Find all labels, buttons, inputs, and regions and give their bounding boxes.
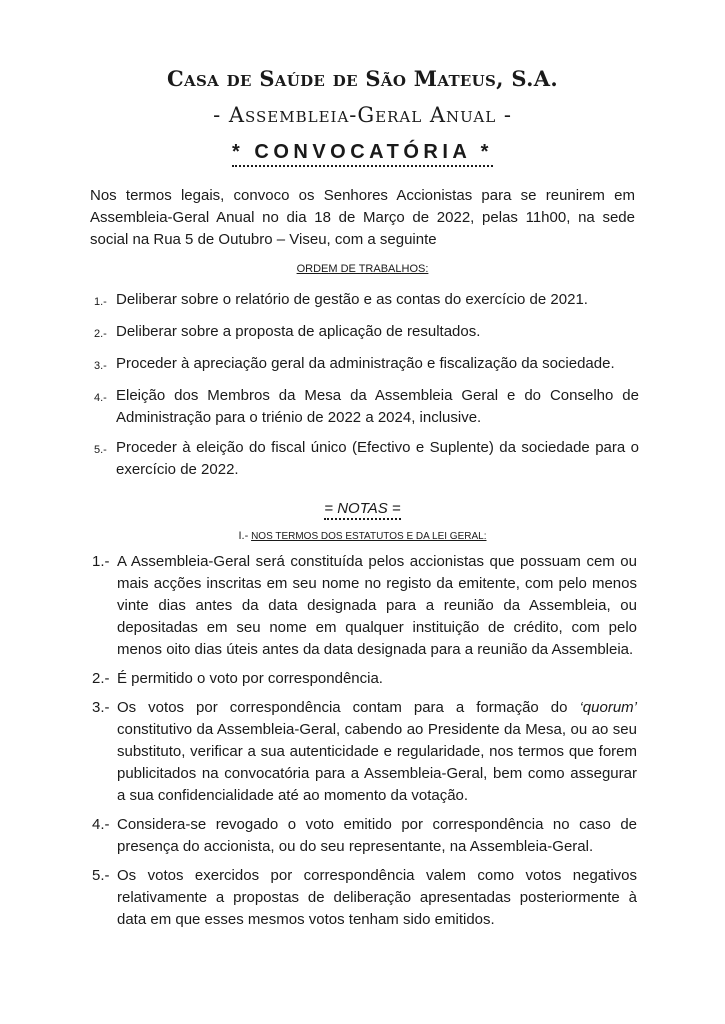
note-item-number: 5.-	[92, 867, 110, 884]
agenda-heading	[0, 263, 725, 275]
agenda-item-text: Proceder à eleição do fiscal único (Efectivo e Suplente) da sociedade para o exercício de 2022.	[116, 439, 639, 478]
intro-paragraph: Nos termos legais, convoco os Senhores Accionistas para se reunirem em Assembleia-Geral Anual no dia 18 de Março de 2022, pelas 11h00, na sede social na Rua 5 de Outubro – Viseu, com a seguinte	[90, 187, 635, 248]
note-item	[92, 865, 637, 931]
assembly-subtitle: - Assembleia-Geral Anual -	[213, 103, 512, 127]
agenda-item-number: 2.-	[94, 328, 107, 340]
agenda-item	[94, 289, 639, 313]
note-item-text: A Assembleia-Geral será constituída pelos accionistas que possuam cem ou mais acções inscritas em seu nome no registo da emitente, com pelo menos vinte dias antes da data designada para a reunião da Assembleia, ou depositadas em seu nome em qualquer instituição de crédito, com pelo menos oito dias úteis antes da data designada para a reunião da Assembleia.	[117, 553, 637, 658]
agenda-item-number: 5.-	[94, 444, 107, 456]
notes-section-label: NOS TERMOS DOS ESTATUTOS E DA LEI GERAL:	[251, 531, 487, 542]
company-title: Casa de Saúde de São Mateus, S.A.	[167, 66, 558, 91]
notes-section-number: I.-	[238, 530, 249, 542]
agenda-item-text: Proceder à apreciação geral da administração e fiscalização da sociedade.	[116, 355, 615, 372]
agenda-item-number: 1.-	[94, 296, 107, 308]
quorum-term: ‘quorum’	[579, 699, 637, 716]
note-text-part: Os votos por correspondência contam para a formação do	[117, 699, 580, 716]
note-item-text: É permitido o voto por correspondência.	[117, 670, 383, 687]
note-item	[92, 668, 637, 690]
notes-heading	[0, 500, 725, 517]
notes-section-heading	[0, 530, 725, 542]
convocatoria-text: * CONVOCATÓRIA *	[232, 141, 493, 167]
agenda-list	[94, 289, 639, 489]
note-item-text: Considera-se revogado o voto emitido por correspondência no caso de presença do accionista, ou do seu representante, na Assembleia-Geral.	[117, 816, 637, 855]
note-item	[92, 551, 637, 661]
agenda-item-text: Deliberar sobre o relatório de gestão e as contas do exercício de 2021.	[116, 291, 588, 308]
agenda-item	[94, 321, 639, 345]
notes-heading-text: = NOTAS =	[324, 500, 400, 520]
agenda-item-text: Eleição dos Membros da Mesa da Assembleia Geral e do Conselho de Administração para o triénio de 2022 a 2024, inclusive.	[116, 387, 639, 426]
note-item-number: 1.-	[92, 553, 110, 570]
agenda-item-number: 4.-	[94, 392, 107, 404]
agenda-item	[94, 385, 639, 429]
note-item	[92, 697, 637, 807]
agenda-heading-text: ORDEM DE TRABALHOS:	[296, 263, 429, 275]
agenda-item	[94, 437, 639, 481]
agenda-item	[94, 353, 639, 377]
note-item-number: 2.-	[92, 670, 110, 687]
note-text-part: constitutivo da Assembleia-Geral, cabendo ao Presidente da Mesa, ou ao seu substituto, verificar a sua autenticidade e regularidade, nos termos que forem publicitados na convocatória para a Assembleia-Geral, bem como assegurar a sua confidencialidade até ao momento da votação.	[117, 721, 637, 804]
agenda-item-number: 3.-	[94, 360, 107, 372]
note-item-number: 4.-	[92, 816, 110, 833]
agenda-item-text: Deliberar sobre a proposta de aplicação de resultados.	[116, 323, 481, 340]
note-item	[92, 814, 637, 858]
note-item-number: 3.-	[92, 699, 110, 716]
note-item-text	[117, 697, 637, 807]
convocatoria-heading	[0, 141, 725, 164]
notes-list	[92, 551, 637, 938]
note-item-text: Os votos exercidos por correspondência valem como votos negativos relativamente a propostas de deliberação apresentadas posteriormente à data em que esses mesmos votos tenham sido emitidos.	[117, 867, 637, 928]
